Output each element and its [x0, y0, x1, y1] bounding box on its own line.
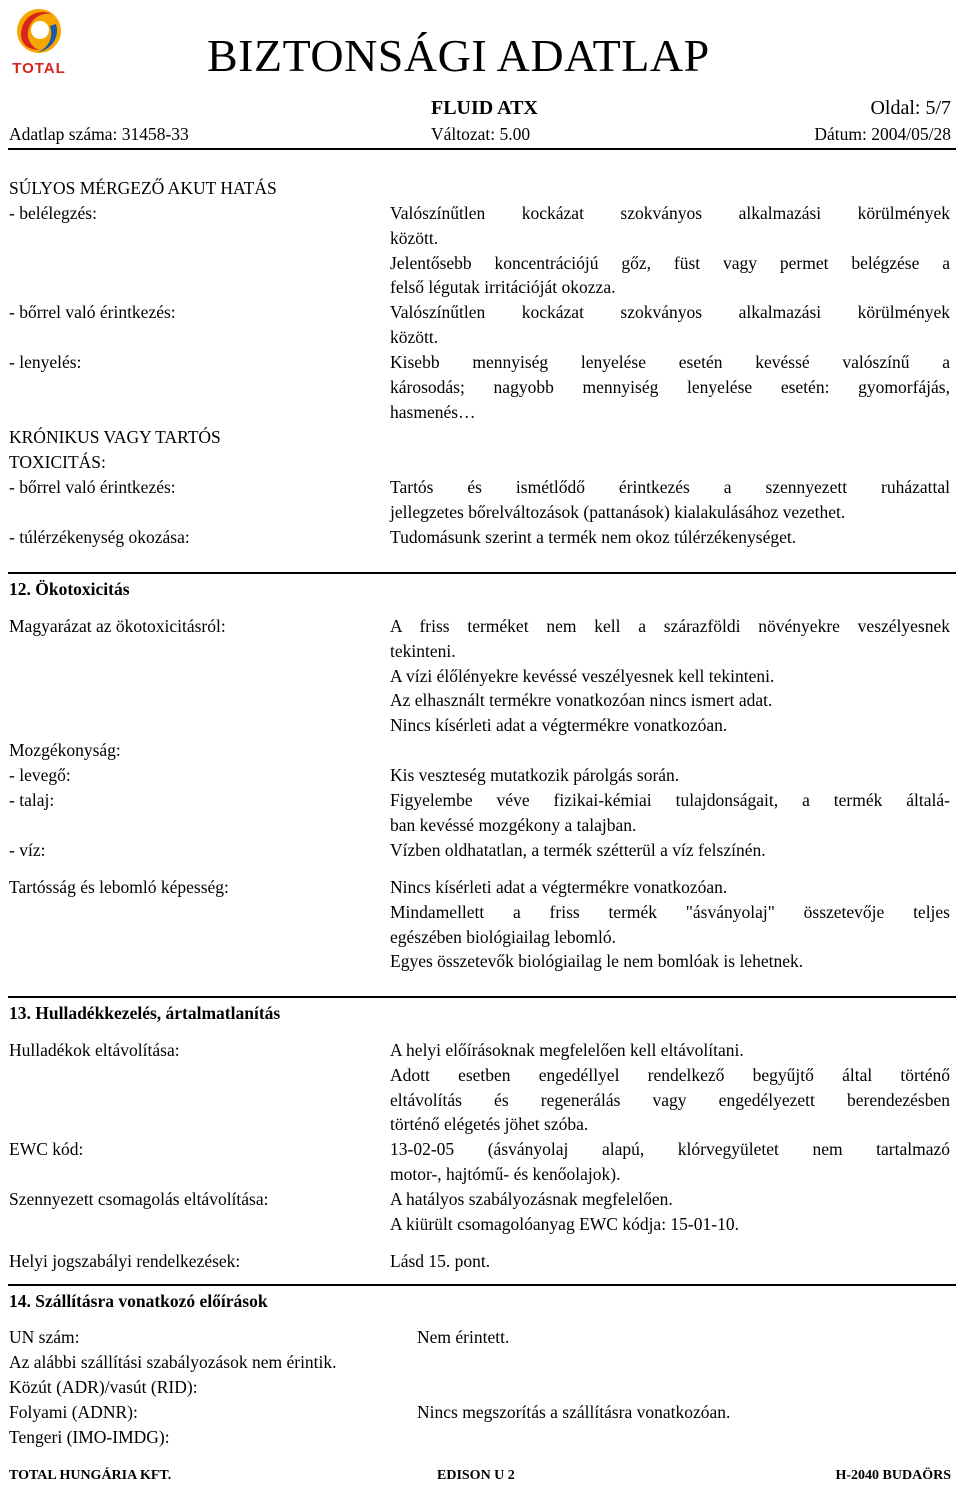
section-13-title: 13. Hulladékkezelés, ártalmatlanítás	[9, 1003, 281, 1023]
air-line: Kis veszteség mutatkozik párolgás során.	[390, 765, 680, 785]
total-logo	[8, 4, 70, 78]
persistence-text	[390, 875, 950, 974]
packaging-text	[390, 1187, 950, 1237]
waste-disposal-line: A helyi előírásoknak megfelelően kell eltávolítani.	[390, 1040, 744, 1060]
packaging-line: A kiürült csomagolóanyag EWC kódja: 15-01-10.	[390, 1213, 739, 1234]
section-14-title: 14. Szállításra vonatkozó előírások	[9, 1291, 268, 1311]
un-number-label: UN szám:	[9, 1327, 80, 1347]
waste-disposal-line: Adott esetben engedéllyel rendelkező begyűjtő által történő	[390, 1064, 950, 1085]
inhalation-line: felső légutak irritációját okozza.	[390, 277, 616, 298]
eco-explanation-line: Az elhasznált termékre vonatkozóan nincs ismert adat.	[390, 690, 773, 711]
river-label: Folyami (ADNR):	[9, 1402, 138, 1422]
footer-company: TOTAL HUNGÁRIA KFT.	[9, 1468, 172, 1483]
section-divider	[8, 1284, 956, 1286]
section-divider	[8, 572, 956, 574]
waste-disposal-line: eltávolítás és regenerálás vagy engedélyezett berendezésben	[390, 1089, 950, 1110]
air-text	[390, 763, 950, 788]
un-number-value: Nem érintett.	[417, 1327, 510, 1347]
chronic-skin-text	[390, 475, 950, 525]
chronic-skin-line: jellegzetes bőrelváltozások (pattanások) kialakulásához vezethet.	[390, 501, 846, 522]
ewc-label: EWC kód:	[9, 1139, 84, 1159]
soil-text	[390, 788, 950, 838]
ingestion-label: - lenyelés:	[9, 352, 82, 372]
document-title: BIZTONSÁGI ADATLAP	[207, 30, 710, 81]
footer-city: H-2040 BUDAÖRS	[835, 1468, 951, 1483]
eco-explanation-line: Nincs kísérleti adat a végtermékre vonatkozóan.	[390, 715, 728, 736]
ingestion-line: hasmenés…	[390, 401, 476, 422]
river-value: Nincs megszorítás a szállításra vonatkozóan.	[417, 1402, 731, 1422]
water-line: Vízben oldhatatlan, a termék szétterül a víz felszínén.	[390, 840, 766, 860]
persistence-line: egészében biológiailag lebomló.	[390, 926, 616, 947]
acute-skin-label: - bőrrel való érintkezés:	[9, 302, 176, 322]
sheet-number: Adatlap száma: 31458-33	[9, 124, 189, 144]
soil-line: Figyelembe véve fizikai-kémiai tulajdonságait, a termék általá-	[390, 790, 950, 810]
eco-explanation-text	[390, 614, 950, 738]
waste-disposal-label: Hulladékok eltávolítása:	[9, 1040, 180, 1060]
air-label: - levegő:	[9, 765, 71, 785]
sensitization-label: - túlérzékenység okozása:	[9, 527, 190, 547]
packaging-label: Szennyezett csomagolás eltávolítása:	[9, 1189, 269, 1209]
sea-label: Tengeri (IMO-IMDG):	[9, 1427, 170, 1447]
chronic-title-line1: KRÓNIKUS VAGY TARTÓS	[9, 427, 221, 447]
sensitization-text	[390, 525, 950, 550]
eco-explanation-label: Magyarázat az ökotoxicitásról:	[9, 616, 226, 636]
version: Változat: 5.00	[431, 124, 531, 144]
waste-disposal-text	[390, 1038, 950, 1137]
persistence-line: Mindamellett a friss termék "ásványolaj" összetevője teljes	[390, 901, 950, 922]
inhalation-text	[390, 201, 950, 300]
chronic-title-line2: TOXICITÁS:	[9, 452, 106, 472]
section-divider	[8, 996, 956, 998]
ewc-line: 13-02-05 (ásványolaj alapú, klórvegyületet nem tartalmazó	[390, 1139, 950, 1159]
mobility-label: Mozgékonyság:	[9, 740, 121, 760]
local-regulations-line: Lásd 15. pont.	[390, 1251, 491, 1271]
footer-address: EDISON U 2	[437, 1468, 515, 1483]
acute-skin-line: között.	[390, 326, 439, 347]
soil-label: - talaj:	[9, 790, 55, 810]
acute-skin-line: Valószínűtlen kockázat szokványos alkalmazási körülmények	[390, 302, 950, 322]
local-regulations-text	[390, 1249, 950, 1274]
persistence-label: Tartósság és lebomló képesség:	[9, 877, 229, 897]
eco-explanation-line: A vízi élőlényekre kevéssé veszélyesnek kell tekinteni.	[390, 665, 775, 686]
local-regulations-label: Helyi jogszabályi rendelkezések:	[9, 1251, 241, 1271]
eco-explanation-line: tekinteni.	[390, 640, 456, 661]
chronic-skin-label: - bőrrel való érintkezés:	[9, 477, 176, 497]
transport-note: Az alábbi szállítási szabályozások nem érintik.	[9, 1352, 337, 1372]
water-label: - víz:	[9, 840, 46, 860]
ingestion-line: károsodás; nagyobb mennyiség lenyelése esetén: gyomorfájás,	[390, 376, 950, 397]
inhalation-line: Valószínűtlen kockázat szokványos alkalmazási körülmények	[390, 203, 950, 223]
water-text	[390, 838, 950, 863]
ingestion-line: Kisebb mennyiség lenyelése esetén kevéssé valószínű a	[390, 352, 950, 372]
inhalation-label: - belélegzés:	[9, 203, 97, 223]
soil-line: ban kevéssé mozgékony a talajban.	[390, 814, 637, 835]
inhalation-line: Jelentősebb koncentrációjú gőz, füst vagy permet belégzése a	[390, 252, 950, 273]
header-divider	[8, 148, 956, 150]
road-rail-label: Közút (ADR)/vasút (RID):	[9, 1377, 198, 1397]
persistence-line: Egyes összetevők biológiailag le nem bomlóak is lehetnek.	[390, 951, 804, 972]
date: Dátum: 2004/05/28	[814, 124, 951, 144]
inhalation-line: között.	[390, 227, 439, 248]
packaging-line: A hatályos szabályozásnak megfelelően.	[390, 1189, 673, 1209]
section-12-title: 12. Ökotoxicitás	[9, 579, 130, 599]
page-number: Oldal: 5/7	[870, 97, 951, 119]
acute-skin-text	[390, 300, 950, 350]
logo-wordmark: TOTAL	[12, 60, 66, 77]
sensitization-line: Tudomásunk szerint a termék nem okoz túlérzékenységet.	[390, 527, 797, 547]
ewc-line: motor-, hajtómű- és kenőolajok).	[390, 1163, 621, 1184]
chronic-skin-line: Tartós és ismétlődő érintkezés a szennyezett ruházattal	[390, 477, 950, 497]
persistence-line: Nincs kísérleti adat a végtermékre vonatkozóan.	[390, 877, 728, 897]
acute-title: SÚLYOS MÉRGEZŐ AKUT HATÁS	[9, 178, 277, 198]
eco-explanation-line: A friss terméket nem kell a szárazföldi növényekre veszélyesnek	[390, 616, 950, 636]
ewc-text	[390, 1137, 950, 1187]
waste-disposal-line: történő elégetés jöhet szóba.	[390, 1114, 589, 1135]
product-name: FLUID ATX	[431, 97, 538, 119]
ingestion-text	[390, 350, 950, 424]
